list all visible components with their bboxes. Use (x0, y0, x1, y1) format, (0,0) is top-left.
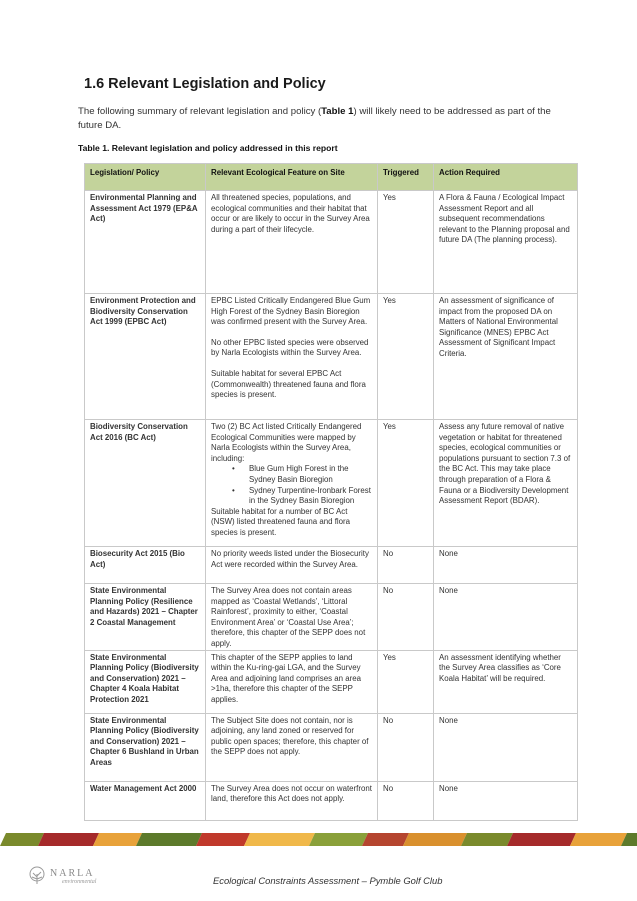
action-required: None (434, 547, 578, 584)
triggered-value: No (378, 547, 434, 584)
footer-color-stripe (0, 833, 637, 846)
table-row (85, 781, 578, 820)
column-header-triggered: Triggered (378, 164, 434, 191)
action-required: None (434, 713, 578, 781)
stripe-segment (196, 833, 250, 846)
stripe-segment (38, 833, 99, 846)
legislation-name: Biosecurity Act 2015 (Bio Act) (85, 547, 206, 584)
table-row (85, 191, 578, 294)
action-required: Assess any future removal of native vegetation or habitat for threatened species, ecological communities or populations pursuant to section 7.3 of the BC Act. This may take place through preparation of a Flora & Fauna or a Biodiversity Development Assessment Report (BDAR). (434, 420, 578, 547)
table-row (85, 547, 578, 584)
ecological-feature: No priority weeds listed under the Biosecurity Act were recorded within the Survey Area. (206, 547, 378, 584)
feature-paragraph: Suitable habitat for several EPBC Act (Commonwealth) threatened fauna and flora species is present. (211, 368, 366, 400)
column-header-feature: Relevant Ecological Feature on Site (206, 164, 378, 191)
footer-text: Ecological Constraints Assessment – Pymble Golf Club (213, 875, 443, 886)
stripe-segment (362, 833, 409, 846)
table-header-row (85, 164, 578, 191)
list-item (211, 464, 372, 485)
bullet-icon: • (232, 464, 235, 474)
table-row (85, 650, 578, 713)
legislation-name: State Environmental Planning Policy (Biodiversity and Conservation) 2021 – Chapter 4 Koala Habitat Protection 2021 (85, 650, 206, 713)
ecological-feature: This chapter of the SEPP applies to land within the Ku-ring-gai LGA, and the Survey Area and adjoining land comprises an area >1ha, therefore this chapter of the SEPP applies. (206, 650, 378, 713)
action-required: An assessment identifying whether the Survey Area classifies as ‘Core Koala Habitat’ will be required. (434, 650, 578, 713)
feature-paragraph: EPBC Listed Critically Endangered Blue Gum High Forest of the Sydney Basin Bioregion was confirmed present with the Survey Area. (211, 296, 371, 327)
logo-subtitle: environmental (62, 879, 97, 885)
tree-icon (28, 866, 46, 886)
column-header-legislation: Legislation/ Policy (85, 164, 206, 191)
triggered-value: Yes (378, 191, 434, 294)
feature-paragraph: No other EPBC listed species were observed by Narla Ecologists within the Survey Area. (211, 337, 369, 358)
bullet-icon: • (232, 485, 235, 495)
table-row (85, 713, 578, 781)
legislation-name: Environmental Planning and Assessment Act 1979 (EP&A Act) (85, 191, 206, 294)
stripe-segment (0, 833, 44, 846)
table-reference: Table 1 (321, 106, 354, 117)
stripe-segment (507, 833, 576, 846)
legislation-name: State Environmental Planning Policy (Biodiversity and Conservation) 2021 – Chapter 6 Bushland in Urban Areas (85, 713, 206, 781)
stripe-segment (93, 833, 142, 846)
intro-text-start: The following summary of relevant legislation and policy ( (78, 106, 322, 117)
legislation-name: Environment Protection and Biodiversity Conservation Act 1999 (EPBC Act) (85, 294, 206, 420)
triggered-value: No (378, 781, 434, 820)
stripe-segment (403, 833, 467, 846)
list-item-text: Blue Gum High Forest in the Sydney Basin Bioregion (249, 464, 349, 484)
ecological-feature (206, 294, 378, 420)
narla-logo (28, 866, 118, 890)
ecological-feature (206, 420, 378, 547)
action-required: None (434, 781, 578, 820)
triggered-value: No (378, 584, 434, 651)
action-required: An assessment of significance of impact from the proposed DA on Matters of National Environmental Significance (MNES) EPBC Act Assessment of Significant Impact Criteria. (434, 294, 578, 420)
stripe-segment (309, 833, 368, 846)
legislation-name: Biodiversity Conservation Act 2016 (BC Act) (85, 420, 206, 547)
community-list (211, 464, 372, 506)
intro-paragraph (78, 105, 558, 133)
logo-wordmark: NARLA (50, 868, 95, 879)
list-item-text: Sydney Turpentine-Ironbark Forest in the Sydney Basin Bioregion (249, 485, 371, 506)
stripe-segment (244, 833, 315, 846)
legislation-name: Water Management Act 2000 (85, 781, 206, 820)
ecological-feature: All threatened species, populations, and ecological communities and their habitat that occur or are likely to occur in the Survey Area during a part of their lifecycle. (206, 191, 378, 294)
table-row (85, 584, 578, 651)
action-required: None (434, 584, 578, 651)
feature-paragraph: Two (2) BC Act listed Critically Endangered Ecological Communities were mapped by Narla Ecologists within the Survey Area, including: (211, 422, 362, 463)
ecological-feature: The Survey Area does not occur on waterfront land, therefore this Act does not apply. (206, 781, 378, 820)
feature-paragraph: Suitable habitat for a number of BC Act (NSW) listed threatened fauna and flora species is present. (211, 506, 351, 537)
table-caption: Table 1. Relevant legislation and policy addressed in this report (78, 143, 338, 153)
ecological-feature: The Subject Site does not contain, nor is adjoining, any land zoned or reserved for public open spaces; therefore, this chapter of the SEPP does not apply. (206, 713, 378, 781)
action-required: A Flora & Fauna / Ecological Impact Assessment Report and all subsequent recommendations relevant to the Planning proposal and future DA (The planning process). (434, 191, 578, 294)
table-row (85, 294, 578, 420)
list-item (211, 486, 372, 507)
table-row (85, 420, 578, 547)
stripe-segment (136, 833, 202, 846)
ecological-feature: The Survey Area does not contain areas mapped as ‘Coastal Wetlands’, ‘Littoral Rainforest’, proximity to either, ‘Coastal Environment Area’ or ‘Coastal Use Area’; therefore, this chapter of the SEPP does not apply. (206, 584, 378, 651)
triggered-value: Yes (378, 650, 434, 713)
intro-text-end: ) will likely need to be addressed as part of the future DA. (78, 106, 551, 131)
section-heading: 1.6 Relevant Legislation and Policy (84, 76, 326, 92)
stripe-segment (461, 833, 513, 846)
legislation-name: State Environmental Planning Policy (Resilience and Hazards) 2021 – Chapter 2 Coastal Management (85, 584, 206, 651)
legislation-table (84, 163, 578, 821)
triggered-value: Yes (378, 420, 434, 547)
triggered-value: No (378, 713, 434, 781)
stripe-segment (570, 833, 627, 846)
triggered-value: Yes (378, 294, 434, 420)
column-header-action: Action Required (434, 164, 578, 191)
